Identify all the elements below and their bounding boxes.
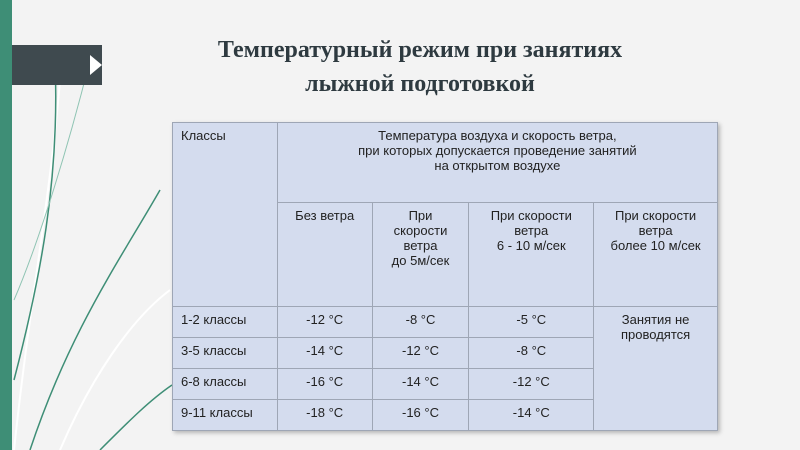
subheader-line: 6 - 10 м/сек <box>496 238 566 253</box>
subheader-line: скорости <box>393 223 448 238</box>
row-label: 1-2 классы <box>173 307 278 338</box>
subheader-line: до 5м/сек <box>391 253 450 268</box>
table-cell: -14 °С <box>372 369 469 400</box>
subheader-line: более 10 м/сек <box>610 238 701 253</box>
title-line-2: лыжной подготовкой <box>305 71 535 97</box>
title-tab <box>12 45 102 85</box>
table-cell: -12 °С <box>277 307 372 338</box>
table-cell: -8 °С <box>469 338 594 369</box>
header-classes: Классы <box>173 123 278 307</box>
group-header-line: на открытом воздухе <box>434 158 561 173</box>
table-cell: -14 °С <box>469 400 594 431</box>
row-label: 3-5 классы <box>173 338 278 369</box>
page-title <box>160 33 680 101</box>
merged-note-cell <box>594 307 718 431</box>
temperature-table <box>172 122 718 431</box>
table-row <box>173 307 718 338</box>
table-cell: -12 °С <box>469 369 594 400</box>
table-cell: -12 °С <box>372 338 469 369</box>
curve-1 <box>14 80 60 450</box>
group-header-line: при которых допускается проведение занятий <box>358 143 637 158</box>
table-cell: -18 °С <box>277 400 372 431</box>
table-cell: -16 °С <box>277 369 372 400</box>
table-cell: -5 °С <box>469 307 594 338</box>
row-label: 9-11 классы <box>173 400 278 431</box>
arrow-right-icon <box>90 55 102 75</box>
title-line-1: Температурный режим при занятиях <box>217 37 623 63</box>
subheader-wind-6-10 <box>469 203 594 307</box>
curve-4 <box>60 290 170 450</box>
header-group <box>277 123 717 203</box>
note-line: проводятся <box>620 327 691 342</box>
table-cell: -14 °С <box>277 338 372 369</box>
table-cell: -16 °С <box>372 400 469 431</box>
curve-2 <box>14 60 56 380</box>
subheader-line: При <box>408 208 433 223</box>
header-row-1 <box>173 123 718 203</box>
subheader-line: ветра <box>514 223 549 238</box>
subheader-line: При скорости <box>490 208 572 223</box>
group-header-line: Температура воздуха и скорость ветра, <box>378 128 617 143</box>
subheader-no-wind <box>277 203 372 307</box>
curve-5 <box>100 385 172 450</box>
table-cell: -8 °С <box>372 307 469 338</box>
row-label: 6-8 классы <box>173 369 278 400</box>
subheader-line: Без ветра <box>295 208 355 223</box>
note-line: Занятия не <box>621 312 690 327</box>
subheader-wind-5 <box>372 203 469 307</box>
subheader-line: ветра <box>638 223 673 238</box>
subheader-line: При скорости <box>614 208 697 223</box>
subheader-wind-over-10 <box>594 203 718 307</box>
subheader-line: ветра <box>403 238 438 253</box>
